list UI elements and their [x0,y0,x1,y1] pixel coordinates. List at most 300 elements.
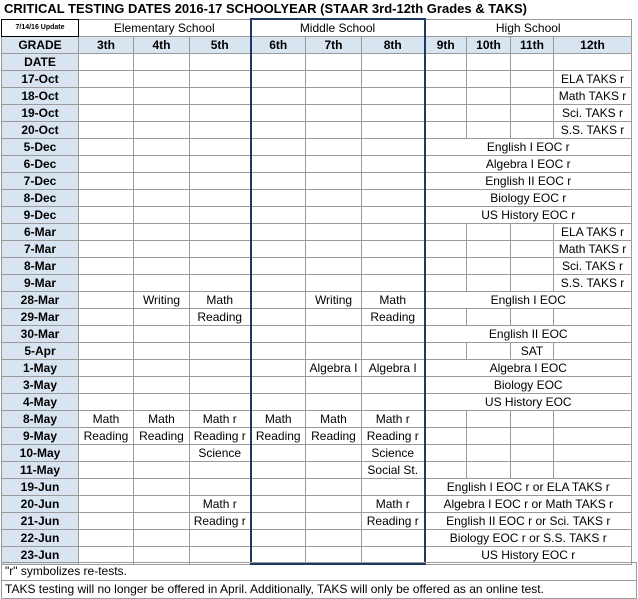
high-school-cell: English I EOC r [425,139,632,156]
grade-cell [79,326,134,343]
grade-cell [554,445,632,462]
grade-cell [251,156,306,173]
date-cell: 1-May [2,360,79,377]
footnote-taks: TAKS testing will no longer be offered in April. Additionally, TAKS will only be offered as an online test. [2,580,636,598]
high-school-cell: English I EOC r or ELA TAKS r [425,479,632,496]
date-cell: 23-Jun [2,547,79,565]
group-header-row [2,19,632,37]
grade-cell [134,343,190,360]
grade-cell [251,173,306,190]
grade-cell [425,224,467,241]
testing-schedule-table [1,18,632,565]
grade-cell [511,88,554,105]
table-row [2,224,632,241]
grade-cell [511,258,554,275]
table-row [2,343,632,360]
table-row [2,190,632,207]
grade-cell [554,343,632,360]
grade-cell [362,173,425,190]
grade-cell [467,258,511,275]
grade-cell [251,394,306,411]
grade-cell [251,479,306,496]
grade-cell: Math TAKS r [554,241,632,258]
grade-cell [511,462,554,479]
table-row [2,105,632,122]
grade-cell: Algebra I [362,360,425,377]
grade-cell [467,411,511,428]
grade-cell [134,258,190,275]
date-cell: 5-Apr [2,343,79,360]
middle-school-header: Middle School [251,19,425,37]
table-row [2,479,632,496]
page-title: CRITICAL TESTING DATES 2016-17 SCHOOLYEAR (STAAR 3rd-12th Grades & TAKS) [4,1,527,16]
high-school-cell: English II EOC [425,326,632,343]
date-cell: 30-Mar [2,326,79,343]
table-row [2,88,632,105]
grade-cell [79,394,134,411]
grade-cell [467,88,511,105]
grade-cell: Reading r [362,513,425,530]
grade-cell [79,496,134,513]
grade-cell [134,326,190,343]
date-cell: 21-Jun [2,513,79,530]
grade-cell [190,88,251,105]
grade-cell [251,530,306,547]
grade-cell [251,224,306,241]
table-row [2,139,632,156]
grade-cell [190,360,251,377]
grade-cell: Reading r [362,428,425,445]
date-cell: 20-Oct [2,122,79,139]
high-school-cell: Biology EOC r [425,190,632,207]
grade-cell [467,445,511,462]
grade-cell [79,462,134,479]
grade-cell [511,71,554,88]
grade-cell [362,105,425,122]
grade-cell [425,122,467,139]
grade-cell: Science [362,445,425,462]
grade-cell [190,207,251,224]
grade-cell [134,173,190,190]
grade-cell [425,462,467,479]
grade-cell [362,139,425,156]
table-row [2,122,632,139]
grade-cell [306,343,362,360]
grade-cell [251,275,306,292]
grade-cell [306,462,362,479]
grade-cell [79,122,134,139]
grade-cell [362,258,425,275]
grade-cell [251,88,306,105]
grade-cell [251,462,306,479]
grade-cell [554,309,632,326]
grade-cell [306,326,362,343]
date-cell: 7-Mar [2,241,79,258]
grade-label: GRADE [2,37,79,54]
table-row [2,326,632,343]
grade-cell [306,156,362,173]
grade-cell [425,88,467,105]
grade-cell [467,462,511,479]
grade-cell [306,496,362,513]
date-label: DATE [2,54,79,71]
table-row [2,462,632,479]
grade-cell [425,71,467,88]
table-row [2,377,632,394]
high-school-cell: Algebra I EOC r or Math TAKS r [425,496,632,513]
grade-cell [362,156,425,173]
grade-cell: Math r [190,496,251,513]
grade-cell [134,530,190,547]
grade-cell [190,258,251,275]
grade-cell [190,224,251,241]
grade-cell [79,360,134,377]
grade-cell [554,462,632,479]
grade-cell: Sci. TAKS r [554,105,632,122]
grade-cell: Math [190,292,251,309]
grade-cell [362,394,425,411]
grade-cell [79,207,134,224]
grade-cell [251,343,306,360]
date-cell: 9-Mar [2,275,79,292]
grade-cell: Math [79,411,134,428]
grade-cell [190,343,251,360]
grade-cell [190,241,251,258]
grade-cell: Math r [190,411,251,428]
grade-cell [306,275,362,292]
date-cell: 29-Mar [2,309,79,326]
grade-cell [511,309,554,326]
grade-cell [467,343,511,360]
grade-cell [511,428,554,445]
grade-12-header: 12th [554,37,632,54]
grade-cell [251,258,306,275]
grade-cell [190,462,251,479]
grade-cell [134,479,190,496]
high-school-cell: English II EOC r or Sci. TAKS r [425,513,632,530]
table-row [2,428,632,445]
footnotes [1,562,637,599]
grade-cell [511,122,554,139]
date-cell: 9-May [2,428,79,445]
grade-cell: S.S. TAKS r [554,122,632,139]
table-row [2,71,632,88]
grade-cell [134,241,190,258]
grade-cell [190,105,251,122]
grade-cell [79,258,134,275]
grade-header-row [2,37,632,54]
grade-cell: Reading r [190,513,251,530]
grade-cell [79,71,134,88]
grade-cell [425,445,467,462]
grade-cell [511,275,554,292]
grade-cell [79,479,134,496]
grade-cell: Writing [134,292,190,309]
grade-cell [190,139,251,156]
grade-cell [306,445,362,462]
grade-cell [306,207,362,224]
grade-cell [251,513,306,530]
date-cell: 19-Oct [2,105,79,122]
grade-cell [251,292,306,309]
grade-cell [134,377,190,394]
high-school-cell: English I EOC [425,292,632,309]
grade-cell [467,428,511,445]
grade-cell [251,105,306,122]
grade-cell [79,105,134,122]
elementary-school-header: Elementary School [79,19,251,37]
grade-cell [511,224,554,241]
date-cell: 20-Jun [2,496,79,513]
date-cell: 8-May [2,411,79,428]
footnote-retest: "r" symbolizes re-tests. [5,564,127,578]
grade-cell [362,88,425,105]
grade-cell: Math r [362,496,425,513]
grade-cell [251,241,306,258]
grade-cell [362,343,425,360]
grade-cell: Social St. [362,462,425,479]
grade-cell: Reading [79,428,134,445]
grade-cell [134,394,190,411]
grade-cell: Reading [190,309,251,326]
grade-cell [511,105,554,122]
table-row [2,445,632,462]
high-school-cell: Biology EOC r or S.S. TAKS r [425,530,632,547]
grade-cell [134,360,190,377]
grade-cell [251,122,306,139]
grade-cell [306,309,362,326]
grade-cell [190,156,251,173]
date-header-row [2,54,632,71]
grade-cell [79,156,134,173]
table-row [2,156,632,173]
date-cell: 6-Mar [2,224,79,241]
table-row [2,275,632,292]
high-school-cell: US History EOC r [425,207,632,224]
grade-cell [79,173,134,190]
grade-cell: Science [190,445,251,462]
grade-cell: Math [362,292,425,309]
grade-cell [79,88,134,105]
grade-cell: ELA TAKS r [554,224,632,241]
grade-cell: Sci. TAKS r [554,258,632,275]
grade-cell [306,530,362,547]
date-cell: 9-Dec [2,207,79,224]
grade-cell [362,530,425,547]
grade-cell [362,207,425,224]
table-row [2,496,632,513]
grade-cell [134,190,190,207]
table-row [2,360,632,377]
table-row [2,292,632,309]
grade-cell [134,207,190,224]
grade-cell [251,360,306,377]
high-school-cell: Algebra I EOC [425,360,632,377]
grade-cell [134,275,190,292]
grade-cell [251,190,306,207]
grade-cell [306,190,362,207]
grade-cell [190,530,251,547]
grade-3-header: 3th [79,37,134,54]
date-cell: 3-May [2,377,79,394]
grade-cell [425,105,467,122]
grade-cell [425,411,467,428]
grade-cell [425,241,467,258]
grade-cell [306,122,362,139]
date-cell: 22-Jun [2,530,79,547]
grade-cell [425,309,467,326]
grade-5-header: 5th [190,37,251,54]
high-school-cell: Biology EOC [425,377,632,394]
grade-cell: Algebra I [306,360,362,377]
grade-cell [362,479,425,496]
table-row [2,241,632,258]
grade-cell [511,445,554,462]
high-school-cell: US History EOC [425,394,632,411]
grade-cell [306,88,362,105]
grade-6-header: 6th [251,37,306,54]
grade-cell [554,411,632,428]
grade-cell [306,105,362,122]
grade-cell [467,241,511,258]
grade-cell [511,241,554,258]
date-cell: 4-May [2,394,79,411]
grade-cell [190,71,251,88]
grade-cell [362,122,425,139]
grade-cell [251,496,306,513]
update-badge: 7/14/16 Update [2,19,79,37]
grade-cell [134,513,190,530]
grade-cell: Math [134,411,190,428]
grade-cell [251,377,306,394]
grade-cell [134,224,190,241]
date-cell: 6-Dec [2,156,79,173]
grade-cell [467,224,511,241]
grade-cell [190,479,251,496]
date-cell: 10-May [2,445,79,462]
table-row [2,258,632,275]
grade-cell [190,326,251,343]
grade-10-header: 10th [467,37,511,54]
grade-cell: Writing [306,292,362,309]
grade-cell: Math TAKS r [554,88,632,105]
grade-cell: S.S. TAKS r [554,275,632,292]
grade-cell: Reading [306,428,362,445]
grade-cell [425,428,467,445]
grade-cell [425,275,467,292]
grade-cell [134,496,190,513]
table-row [2,394,632,411]
grade-cell [190,173,251,190]
grade-cell [134,71,190,88]
date-cell: 7-Dec [2,173,79,190]
grade-cell [306,258,362,275]
grade-cell [362,377,425,394]
grade-cell [190,275,251,292]
grade-cell [306,513,362,530]
grade-cell [467,105,511,122]
grade-cell [190,377,251,394]
grade-cell [190,394,251,411]
grade-cell [362,224,425,241]
date-cell: 18-Oct [2,88,79,105]
grade-cell [467,309,511,326]
grade-cell [251,309,306,326]
grade-cell [190,122,251,139]
grade-cell [79,530,134,547]
grade-cell [306,377,362,394]
grade-cell [134,309,190,326]
grade-cell [79,343,134,360]
grade-cell [190,190,251,207]
grade-cell [134,445,190,462]
grade-cell [251,139,306,156]
table-row [2,173,632,190]
grade-cell: Math [251,411,306,428]
grade-cell [251,71,306,88]
grade-cell [79,139,134,156]
date-cell: 28-Mar [2,292,79,309]
grade-cell [134,88,190,105]
date-cell: 5-Dec [2,139,79,156]
grade-cell: Reading [134,428,190,445]
grade-cell [306,241,362,258]
grade-cell [134,105,190,122]
grade-cell [251,326,306,343]
grade-cell [134,462,190,479]
grade-cell [467,122,511,139]
grade-cell: Reading r [190,428,251,445]
grade-cell [467,275,511,292]
grade-cell [425,343,467,360]
date-cell: 11-May [2,462,79,479]
high-school-header: High School [425,19,632,37]
grade-cell [251,445,306,462]
grade-cell [134,139,190,156]
high-school-cell: US History EOC r [425,547,632,565]
grade-cell [79,513,134,530]
date-cell: 17-Oct [2,71,79,88]
table-row [2,411,632,428]
grade-cell: Reading [251,428,306,445]
grade-cell [425,258,467,275]
grade-cell [511,411,554,428]
grade-cell: Math [306,411,362,428]
date-cell: 8-Mar [2,258,79,275]
grade-cell: SAT [511,343,554,360]
grade-cell [79,224,134,241]
grade-cell [467,71,511,88]
grade-cell [306,71,362,88]
table-row [2,207,632,224]
grade-9-header: 9th [425,37,467,54]
grade-cell [306,173,362,190]
grade-cell [362,241,425,258]
grade-cell [362,71,425,88]
grade-cell [79,445,134,462]
grade-cell: Reading [362,309,425,326]
grade-cell [306,139,362,156]
grade-cell [79,292,134,309]
grade-cell [362,275,425,292]
grade-cell [251,207,306,224]
grade-cell: Math r [362,411,425,428]
grade-cell [134,156,190,173]
grade-cell [79,309,134,326]
grade-11-header: 11th [511,37,554,54]
table-row [2,309,632,326]
grade-7-header: 7th [306,37,362,54]
